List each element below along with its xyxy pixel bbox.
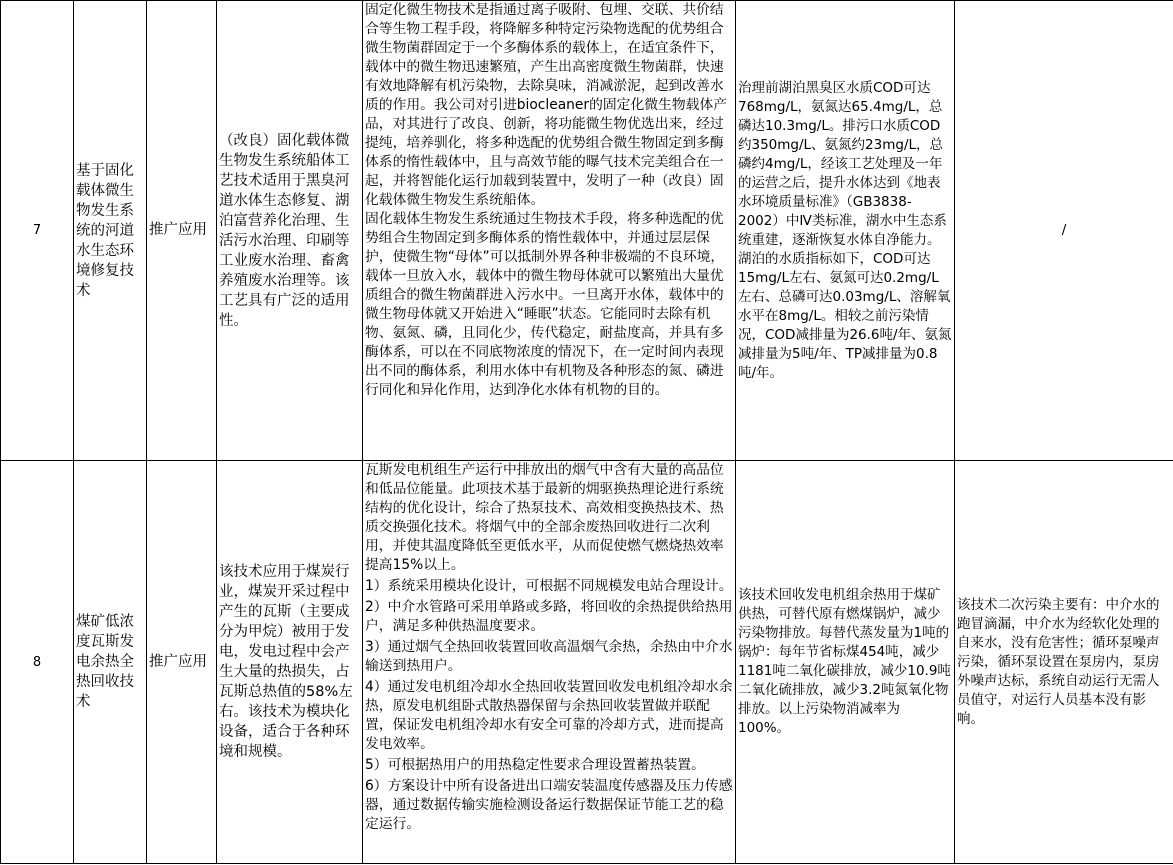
secondary-pollution: 该技术二次污染主要有：中介水的跑冒滴漏，中介水为经软化处理的自来水，没有危害性；循环泵噪声污染，循环泵设置在泵房内，泵房外噪声达标，系统自动运行无需人员值守，对运行人员基本没有影响。 <box>955 461 1173 864</box>
environmental-effect: 该技术回收发电机组余热用于煤矿供热，可替代原有燃煤锅炉，减少污染物排放。每替代蒸发量为1吨的锅炉：每年节省标煤454吨，减少1181吨二氧化碳排放，减少10.9吨二氧化硫排放，减少3.2吨氮氧化物排放。以上污染物消减率为100%。 <box>736 461 955 864</box>
description-item: 6）方案设计中所有设备进出口端安装温度传感器及压力传感器，通过数据传输实施检测设备运行数据保证节能工艺的稳定运行。 <box>365 778 733 832</box>
technology-description <box>363 1 736 461</box>
technology-description <box>363 461 736 864</box>
technology-name: 煤矿低浓度瓦斯发电余热全热回收技术 <box>74 461 147 864</box>
table-row-7 <box>1 1 1173 461</box>
application-scope: 该技术应用于煤炭行业，煤炭开采过程中产生的瓦斯（主要成分为甲烷）被用于发电，发电过程中会产生大量的热损失，占瓦斯总热值的58%左右。该技术为模块化设备，适合于各种环境和规模。 <box>217 461 363 864</box>
description-item: 5）可根据热用户的用热稳定性要求合理设置蓄热装置。 <box>365 757 705 773</box>
environmental-effect: 治理前湖泊黑臭区水质COD可达768mg/L，氨氮达65.4mg/L，总磷达10.3mg/L。排污口水质COD约350mg/L、氨氮约23mg/L，总磷约4mg/L，经该工艺处理及一年的运营之后，提升水体达到《地表水环境质量标准》（GB3838-2002）中Ⅳ类标准，湖水中生态系统重建，逐渐恢复水体自净能力。湖泊的水质指标如下，COD可达15mg/L左右、氨氮可达0.2mg/L左右、总磷可达0.03mg/L、溶解氧水平在8mg/L。相较之前污染情况，COD减排量为26.6吨/年、氨氮减排量为5吨/年、TP减排量为0.8吨/年。 <box>736 1 955 461</box>
description-paragraph: 固定化微生物技术是指通过离子吸附、包埋、交联、共价结合等生物工程手段，将降解多种特定污染物选配的优势组合微生物菌群固定于一个多酶体系的载体上，在适宜条件下，载体中的微生物迅速繁殖，产生出高密度微生物菌群，快速有效地降解有机污染物，去除臭味，消减淤泥，起到改善水质的作用。我公司对引进biocleaner的固定化微生物载体产品，对其进行了改良、创新，将功能微生物优选出来，经过提纯，培养驯化，将多种选配的优势组合微生物固定到多酶体系的惰性载体中，且与高效节能的曝气技术完美组合在一起，并将智能化运行加载到装置中，发明了一种（改良）固化载体微生物发生系统船体。 <box>365 2 728 208</box>
application-scope: （改良）固化载体微生物发生系统船体工艺技术适用于黑臭河道水体生态修复、湖泊富营养化治理、生活污水治理、印刷等工业废水治理、畜禽养殖废水治理等。该工艺具有广泛的适用性。 <box>217 1 363 461</box>
secondary-pollution: / <box>955 1 1173 461</box>
description-paragraph: 瓦斯发电机组生产运行中排放出的烟气中含有大量的高品位和低品位能量。此项技术基于最新的㶲驱换热理论进行系统结构的优化设计，综合了热泵技术、高效相变换热技术、热质交换强化技术。将烟气中的全部余废热回收进行二次利用，并使其温度降低至更低水平，从而促使燃气燃烧热效率提高15%以上。 <box>365 462 724 573</box>
table-row-8 <box>1 461 1173 864</box>
application-stage: 推广应用 <box>147 461 217 864</box>
description-item: 3）通过烟气全热回收装置回收高温烟气余热，余热由中介水输送到热用户。 <box>365 639 733 674</box>
row-number: 8 <box>1 461 74 864</box>
description-item: 1）系统采用模块化设计，可根据不同规模发电站合理设计。 <box>365 578 733 594</box>
technology-name: 基于固化载体微生物发生系统的河道水生态环境修复技术 <box>74 1 147 461</box>
description-item: 2）中介水管路可采用单路或多路，将回收的余热提供给热用户，满足多种供热温度要求。 <box>365 599 733 634</box>
description-item: 4）通过发电机组冷却水全热回收装置回收发电机组冷却水余热，原发电机组卧式散热器保留与余热回收装置做并联配置，保证发电机组冷却水有安全可靠的冷却方式，进而提高发电效率。 <box>365 679 733 752</box>
application-stage: 推广应用 <box>147 1 217 461</box>
description-paragraph: 固化载体生物发生系统通过生物技术手段，将多种选配的优势组合生物固定到多酶体系的惰性载体中，并通过层层保护，使微生物“母体”可以抵制外界各种非极端的不良环境，载体一旦放入水，载体中的微生物母体就可以繁殖出大量优质组合的微生物菌群进入污水中。一旦离开水体，载体中的微生物母体就又开始进入“睡眠”状态。它能同时去除有机物、氨氮、磷，且同化少，传代稳定，耐盐度高，并具有多酶体系，可以在不同底物浓度的情况下，在一定时间内表现出不同的酶体系，利用水体中有机物及各种形态的氮、磷进行同化和异化作用，达到净化水体有机物的目的。 <box>365 211 725 398</box>
row-number: 7 <box>1 1 74 461</box>
